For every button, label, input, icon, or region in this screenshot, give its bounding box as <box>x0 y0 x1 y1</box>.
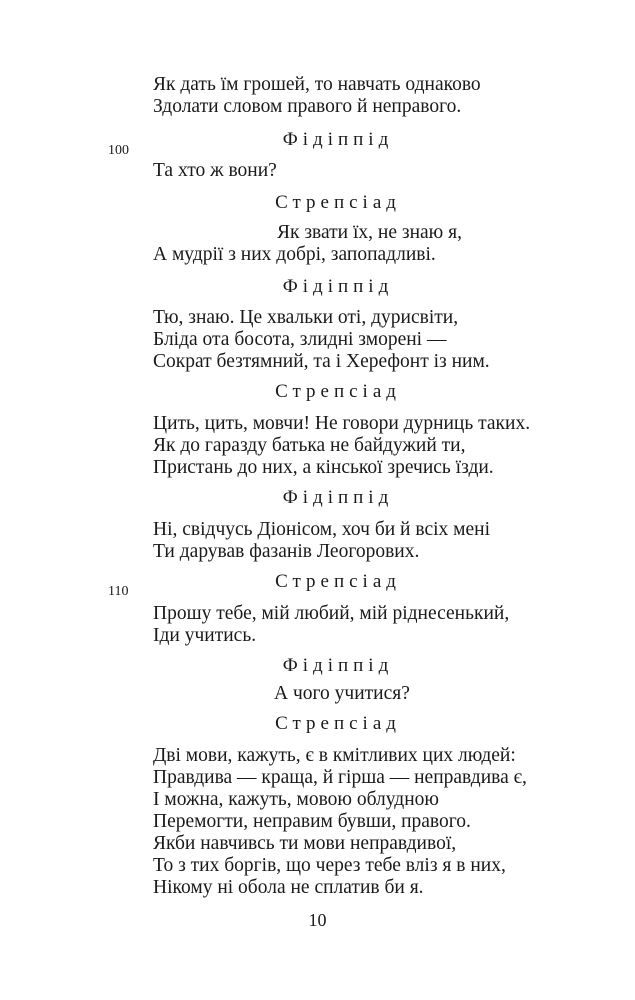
verse-line: Як дать їм грошей, то навчать однаково <box>153 74 481 95</box>
verse-line: Тю, знаю. Це хвальки оті, дурисвіти, <box>153 307 459 328</box>
verse-line: А мудрії з них добрі, запопадливі. <box>153 244 436 265</box>
verse-line: І можна, кажуть, мовою облудною <box>153 789 439 810</box>
speaker-name: Стрепсіад <box>275 713 401 734</box>
verse-line: Та хто ж вони? <box>153 160 277 181</box>
verse-line: Здолати словом правого й неправого. <box>153 96 462 117</box>
verse-line: Прошу тебе, мій любий, мій ріднесенький, <box>153 603 510 624</box>
verse-line: Бліда ота босота, злидні зморені — <box>153 329 447 350</box>
verse-line: Якби навчивсь ти мови неправдивої, <box>153 833 457 854</box>
speaker-name: Фідіппід <box>282 276 394 297</box>
line-number: 100 <box>108 143 129 158</box>
verse-line: Дві мови, кажуть, є в кмітливих цих людей: <box>153 745 516 766</box>
speaker-name: Стрепсіад <box>275 192 401 213</box>
verse-line: Ти дарував фазанів Леогорових. <box>153 541 420 562</box>
speaker-name: Фідіппід <box>282 487 394 508</box>
verse-line: То з тих боргів, що через тебе вліз я в них, <box>153 855 506 876</box>
speaker-name: Фідіппід <box>282 129 394 150</box>
verse-line: А чого учитися? <box>274 683 410 704</box>
line-number: 110 <box>108 584 129 599</box>
verse-line: Сократ безтямний, та і Херефонт із ним. <box>153 351 490 372</box>
verse-line: Іди учитись. <box>153 625 257 646</box>
verse-line: Як звати їх, не знаю я, <box>277 222 462 243</box>
speaker-name: Стрепсіад <box>275 381 401 402</box>
verse-line: Пристань до них, а кінської зречись їзди. <box>153 457 494 478</box>
verse-line: Перемогти, неправим бувши, правого. <box>153 811 471 832</box>
verse-line: Цить, цить, мовчи! Не говори дурниць таких. <box>153 413 531 434</box>
speaker-name: Фідіппід <box>282 655 394 676</box>
verse-line: Ні, свідчусь Діонісом, хоч би й всіх мені <box>153 519 490 540</box>
speaker-name: Стрепсіад <box>275 571 401 592</box>
verse-line: Правдива — краща, й гірша — неправдива є, <box>153 767 527 788</box>
page-number: 10 <box>308 910 327 930</box>
verse-line: Нікому ні обола не сплатив би я. <box>153 877 424 898</box>
verse-line: Як до гаразду батька не байдужий ти, <box>153 435 466 456</box>
